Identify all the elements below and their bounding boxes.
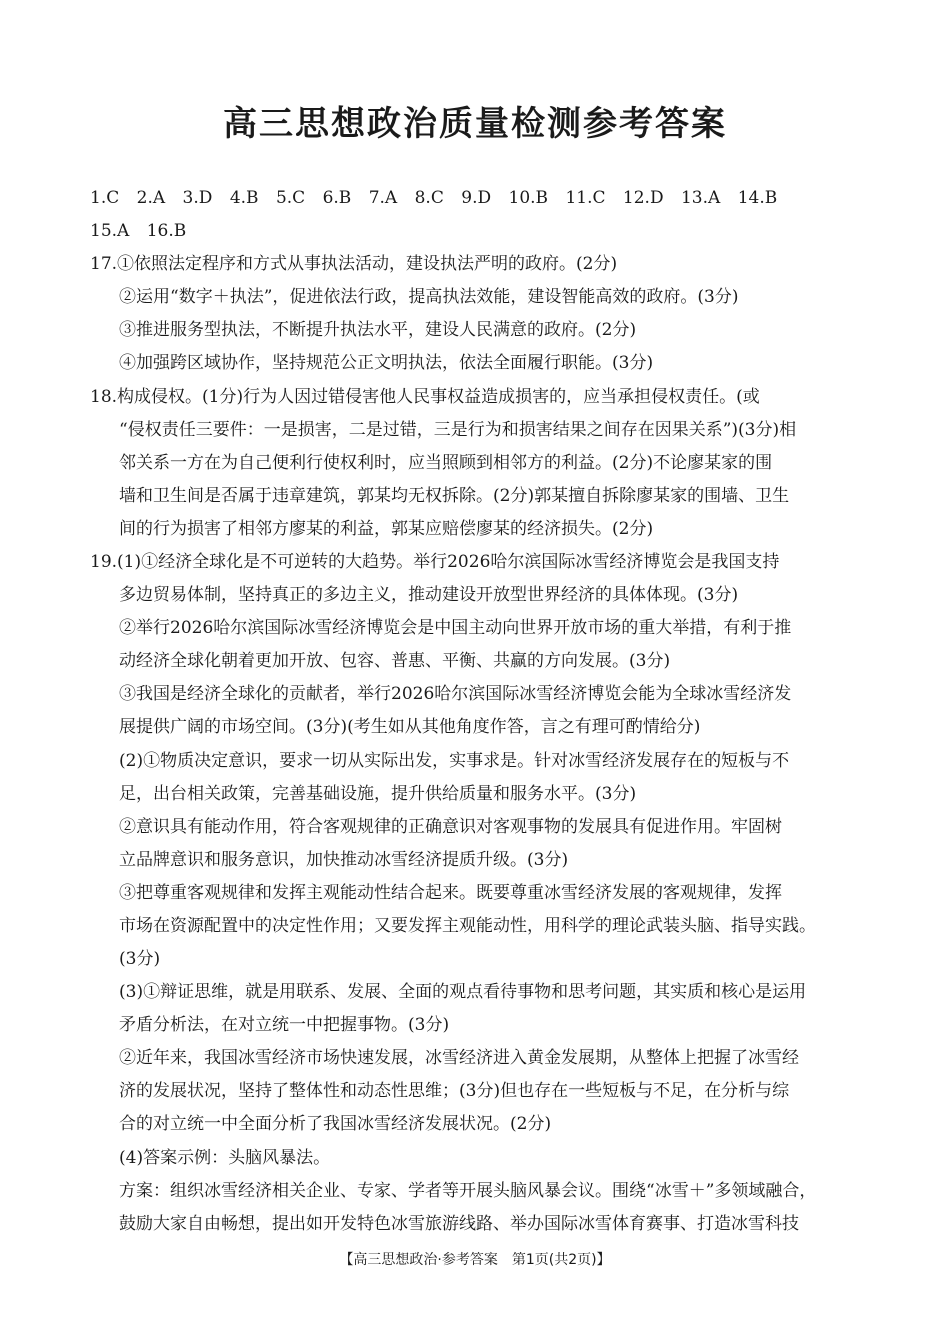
q19-line: ③把尊重客观规律和发挥主观能动性结合起来。既要尊重冰雪经济发展的客观规律，发挥 [119,883,782,903]
q19-line: ②举行2026哈尔滨国际冰雪经济博览会是中国主动向世界开放市场的重大举措，有利于推 [119,618,792,638]
q19-line: (2)①物质决定意识，要求一切从实际出发，实事求是。针对冰雪经济发展存在的短板与不 [119,751,790,771]
choice-answer: 4.B [229,188,259,208]
choice-answer: 9.D [461,188,492,208]
choice-answer: 11.C [565,188,606,208]
page-title: 高三思想政治质量检测参考答案 [223,104,727,144]
q19-line: 合的对立统一中全面分析了我国冰雪经济发展状况。(2分) [119,1114,552,1134]
q19-line: ②近年来，我国冰雪经济市场快速发展，冰雪经济进入黄金发展期，从整体上把握了冰雪经 [119,1048,799,1068]
q19-line: 动经济全球化朝着更加开放、包容、普惠、平衡、共赢的方向发展。(3分) [119,651,671,671]
q19-line: (3分) [119,949,161,969]
q18-line: 18.构成侵权。(1分)行为人因过错侵害他人民事权益造成损害的，应当承担侵权责任。(或 [90,387,760,407]
choice-answer: 8.C [414,188,444,208]
page-footer: 【高三思想政治·参考答案 第1页(共2页)】 [339,1252,611,1268]
q19-line: 19.(1)①经济全球化是不可逆转的大趋势。举行2026哈尔滨国际冰雪经济博览会是我国支持 [90,552,780,572]
choice-answer: 7.A [368,188,398,208]
q19-line: ③我国是经济全球化的贡献者，举行2026哈尔滨国际冰雪经济博览会能为全球冰雪经济发 [119,684,792,704]
q19-line: 矛盾分析法，在对立统一中把握事物。(3分) [119,1015,450,1035]
q19-line: 多边贸易体制，坚持真正的多边主义，推动建设开放型世界经济的具体体现。(3分) [119,585,739,605]
q19-line: 展提供广阔的市场空间。(3分)(考生如从其他角度作答，言之有理可酌情给分) [119,717,701,737]
choice-answer: 16.B [146,221,187,241]
q19-line: (3)①辩证思维，就是用联系、发展、全面的观点看待事物和思考问题，其实质和核心是运用 [119,982,807,1002]
q19-line: 鼓励大家自由畅想，提出如开发特色冰雪旅游线路、举办国际冰雪体育赛事、打造冰雪科技 [119,1214,799,1234]
q19-line: 立品牌意识和服务意识，加快推动冰雪经济提质升级。(3分) [119,850,569,870]
q17-line: ②运用“数字＋执法”，促进依法行政，提高执法效能，建设智能高效的政府。(3分) [119,287,739,307]
choice-answer: 2.A [136,188,166,208]
q17-line: ③推进服务型执法，不断提升执法水平，建设人民满意的政府。(2分) [119,320,637,340]
choice-answer: 13.A [680,188,721,208]
q19-line: 足，出台相关政策，完善基础设施，提升供给质量和服务水平。(3分) [119,784,637,804]
q17-line: 17.①依照法定程序和方式从事执法活动，建设执法严明的政府。(2分) [90,254,618,274]
q19-line: 方案：组织冰雪经济相关企业、专家、学者等开展头脑风暴会议。围绕“冰雪＋”多领域融合， [119,1181,817,1201]
q19-line: (4)答案示例：头脑风暴法。 [119,1148,331,1168]
choice-answer: 3.D [182,188,213,208]
choice-answers-row-1 [90,187,789,209]
choice-answers-row-2 [90,220,198,242]
choice-answer: 10.B [508,188,549,208]
choice-answer: 5.C [275,188,306,208]
choice-answer: 15.A [90,221,130,241]
q18-line: 墙和卫生间是否属于违章建筑，郭某均无权拆除。(2分)郭某擅自拆除廖某家的围墙、卫生 [119,486,790,506]
q18-line: “侵权责任三要件：一是损害，二是过错，三是行为和损害结果之间存在因果关系”)(3分)相 [119,420,797,440]
choice-answer: 14.B [737,188,778,208]
choice-answer: 1.C [90,188,120,208]
choice-answer: 12.D [622,188,664,208]
q18-line: 间的行为损害了相邻方廖某的利益，郭某应赔偿廖某的经济损失。(2分) [119,519,654,539]
q19-line: 济的发展状况，坚持了整体性和动态性思维；(3分)但也存在一些短板与不足，在分析与综 [119,1081,790,1101]
q19-line: ②意识具有能动作用，符合客观规律的正确意识对客观事物的发展具有促进作用。牢固树 [119,817,782,837]
q17-line: ④加强跨区域协作，坚持规范公正文明执法，依法全面履行职能。(3分) [119,353,654,373]
q19-line: 市场在资源配置中的决定性作用；又要发挥主观能动性，用科学的理论武装头脑、指导实践。 [119,916,816,936]
q18-line: 邻关系一方在为自己便利行使权利时，应当照顾到相邻方的利益。(2分)不论廖某家的围 [119,453,773,473]
choice-answer: 6.B [322,188,352,208]
